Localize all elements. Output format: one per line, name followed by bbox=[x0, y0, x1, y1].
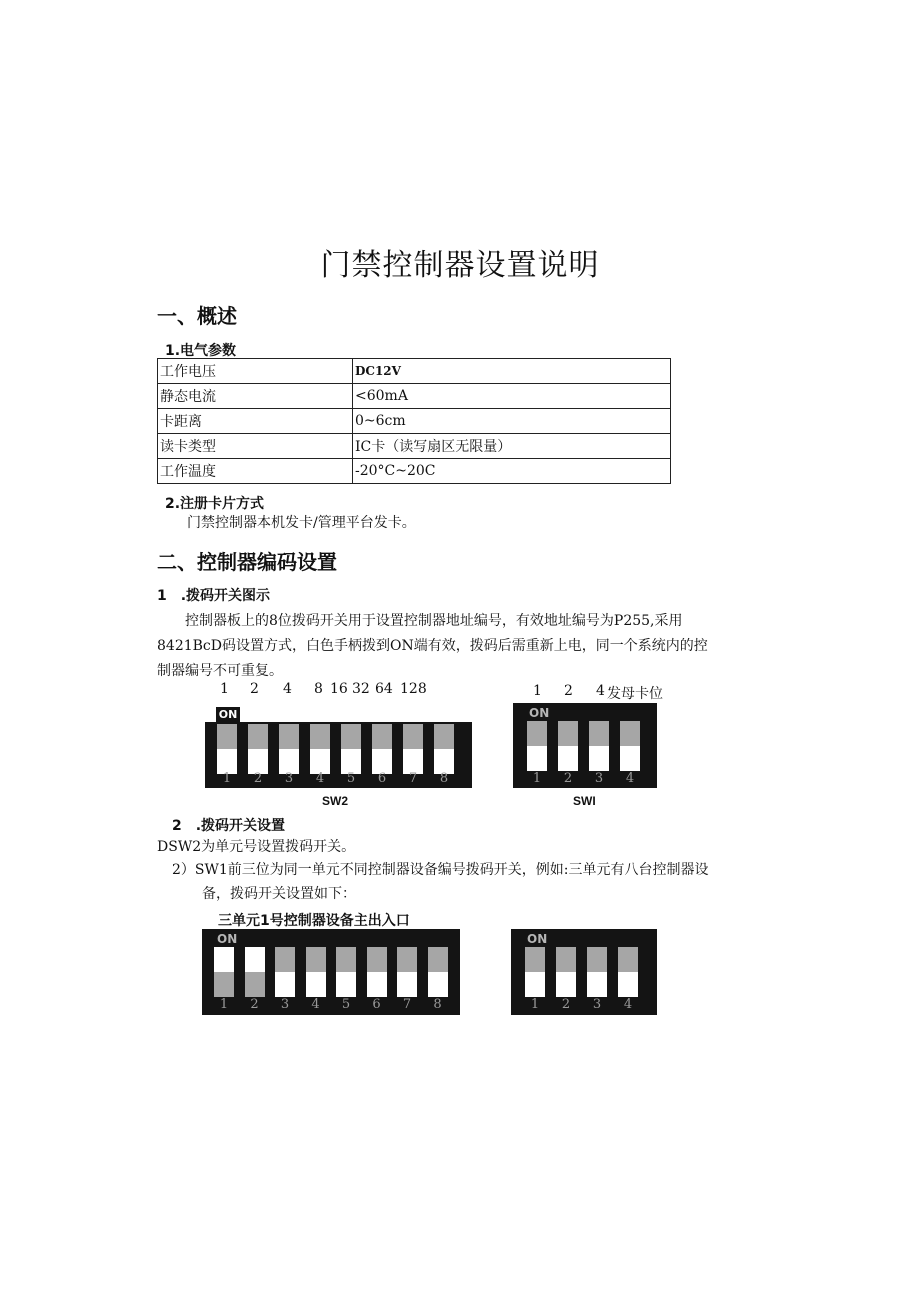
dip-toggle bbox=[341, 724, 361, 774]
dip-diagram-heading: 1 .拨码开关图示 bbox=[157, 588, 271, 604]
dip-toggle-upper bbox=[367, 947, 387, 972]
table-row: 工作电压 DC12V bbox=[158, 359, 671, 384]
dip-toggle-lower bbox=[587, 972, 607, 997]
sw2-weight: 128 bbox=[400, 681, 427, 697]
sw2-weight: 1 bbox=[220, 681, 229, 697]
dip-number: 7 bbox=[402, 997, 412, 1012]
dip-toggle bbox=[620, 721, 640, 771]
dip-toggle bbox=[306, 947, 326, 997]
dip-toggle-upper bbox=[558, 721, 578, 746]
dip-toggle-lower bbox=[525, 972, 545, 997]
dip-toggle-upper bbox=[275, 947, 295, 972]
sw1-caption: SWI bbox=[573, 794, 596, 808]
dip-toggle-upper bbox=[428, 947, 448, 972]
dip-toggle-lower bbox=[336, 972, 356, 997]
dip-number: 2 bbox=[561, 997, 571, 1012]
table-row: 读卡类型 IC卡（读写扇区无限量） bbox=[158, 434, 671, 459]
sw2-weight: 2 bbox=[250, 681, 259, 697]
document-title: 门禁控制器设置说明 bbox=[320, 248, 600, 283]
dip-number: 5 bbox=[346, 771, 356, 786]
sw1-weight: 2 bbox=[564, 683, 573, 699]
on-label: ON bbox=[527, 932, 548, 946]
sw2-weight: 16 bbox=[330, 681, 348, 697]
on-label: ON bbox=[529, 706, 550, 720]
dsw2-description: DSW2为单元号设置拨码开关。 bbox=[157, 839, 356, 855]
dip-toggle bbox=[310, 724, 330, 774]
dip-number: 1 bbox=[222, 771, 232, 786]
electrical-params-table bbox=[157, 358, 671, 484]
dip-toggle-lower bbox=[397, 972, 417, 997]
dip-toggle-upper bbox=[525, 947, 545, 972]
sw1-dip-switch bbox=[513, 703, 657, 788]
dip-toggle-upper bbox=[403, 724, 423, 749]
dip-toggle bbox=[589, 721, 609, 771]
dip-number: 2 bbox=[250, 997, 259, 1012]
dip-toggle bbox=[527, 721, 547, 771]
dip-toggle-upper bbox=[434, 724, 454, 749]
dip-toggle-upper bbox=[397, 947, 417, 972]
dip-toggle-upper bbox=[245, 947, 265, 972]
dip-toggle bbox=[279, 724, 299, 774]
dip-toggle bbox=[434, 724, 454, 774]
dip-toggle-lower bbox=[556, 972, 576, 997]
sw1-extra-label: 发母卡位 bbox=[607, 686, 663, 702]
dip-toggle-lower bbox=[620, 746, 640, 771]
dip-number: 3 bbox=[594, 771, 604, 786]
sw1-weight: 4 bbox=[596, 683, 605, 699]
dip-number: 1 bbox=[530, 997, 540, 1012]
dip-toggle bbox=[367, 947, 387, 997]
dip-toggle-upper bbox=[310, 724, 330, 749]
dip-toggle-lower bbox=[618, 972, 638, 997]
dip-toggle-upper bbox=[620, 721, 640, 746]
dip-number: 5 bbox=[341, 997, 351, 1012]
sw2-dip-switch bbox=[205, 722, 472, 788]
dip-toggle-lower bbox=[306, 972, 326, 997]
dip-toggle bbox=[587, 947, 607, 997]
on-label: ON bbox=[217, 932, 238, 946]
dip-number: 7 bbox=[408, 771, 418, 786]
dip-toggle-lower bbox=[214, 972, 234, 997]
dip-toggle-lower bbox=[589, 746, 609, 771]
sw1-description: 2）SW1前三位为同一单元不同控制器设备编号拨码开关，例如:三单元有八台控制器设 bbox=[172, 862, 709, 878]
dip-toggle bbox=[245, 947, 265, 997]
sw1-description-cont: 备，拨码开关设置如下： bbox=[202, 886, 356, 902]
dip-toggle bbox=[556, 947, 576, 997]
example-sw2-dip-switch bbox=[202, 929, 460, 1015]
dip-number: 6 bbox=[377, 771, 387, 786]
dip-toggle-upper bbox=[214, 947, 234, 972]
dip-toggle-upper bbox=[336, 947, 356, 972]
example-sw1-dip-switch bbox=[511, 929, 657, 1015]
dip-number: 4 bbox=[315, 771, 325, 786]
table-row: 工作温度 -20°C~20C bbox=[158, 459, 671, 484]
dip-toggle-lower bbox=[367, 972, 387, 997]
dip-toggle bbox=[525, 947, 545, 997]
dip-toggle bbox=[372, 724, 392, 774]
paragraph-line: 制器编号不可重复。 bbox=[157, 663, 283, 679]
section1-heading: 一、概述 bbox=[157, 304, 237, 328]
dip-setting-heading: 2 .拨码开关设置 bbox=[172, 818, 286, 834]
dip-toggle bbox=[214, 947, 234, 997]
dip-toggle-lower bbox=[275, 972, 295, 997]
dip-number: 3 bbox=[592, 997, 602, 1012]
dip-toggle bbox=[217, 724, 237, 774]
table-row: 静态电流 <60mA bbox=[158, 384, 671, 409]
electrical-params-heading: 1.电气参数 bbox=[165, 343, 237, 359]
card-registration-heading: 2.注册卡片方式 bbox=[165, 496, 265, 512]
dip-toggle bbox=[558, 721, 578, 771]
sw2-caption: SW2 bbox=[322, 794, 349, 808]
sw2-weight: 4 bbox=[283, 681, 292, 697]
sw2-weight: 64 bbox=[375, 681, 393, 697]
dip-toggle-upper bbox=[248, 724, 268, 749]
dip-number: 8 bbox=[439, 771, 449, 786]
dip-number: 1 bbox=[219, 997, 229, 1012]
dip-toggle-lower bbox=[527, 746, 547, 771]
dip-toggle-upper bbox=[527, 721, 547, 746]
dip-number: 4 bbox=[311, 997, 320, 1012]
paragraph-line: 控制器板上的8位拨码开关用于设置控制器地址编号，有效地址编号为P255,采用 bbox=[185, 613, 683, 629]
dip-number: 6 bbox=[372, 997, 381, 1012]
dip-toggle-lower bbox=[245, 972, 265, 997]
section2-heading: 二、控制器编码设置 bbox=[157, 550, 337, 574]
dip-number: 3 bbox=[280, 997, 290, 1012]
table-row: 卡距离 0~6cm bbox=[158, 409, 671, 434]
dip-toggle bbox=[336, 947, 356, 997]
dip-number: 2 bbox=[563, 771, 573, 786]
dip-toggle-upper bbox=[279, 724, 299, 749]
dip-number: 4 bbox=[625, 771, 635, 786]
dip-number: 3 bbox=[284, 771, 294, 786]
on-label: ON bbox=[216, 707, 240, 723]
dip-toggle-upper bbox=[217, 724, 237, 749]
sw1-weight: 1 bbox=[533, 683, 542, 699]
dip-number: 2 bbox=[253, 771, 263, 786]
dip-toggle-upper bbox=[306, 947, 326, 972]
dip-toggle-lower bbox=[558, 746, 578, 771]
dip-toggle-upper bbox=[341, 724, 361, 749]
dip-toggle bbox=[618, 947, 638, 997]
example-title: 三单元1号控制器设备主出入口 bbox=[218, 913, 410, 929]
dip-toggle-upper bbox=[556, 947, 576, 972]
dip-toggle-upper bbox=[618, 947, 638, 972]
paragraph-line: 8421BcD码设置方式，白色手柄拨到ON端有效，拨码后需重新上电，同一个系统内的控 bbox=[157, 638, 708, 654]
dip-toggle-upper bbox=[589, 721, 609, 746]
sw2-weight: 32 bbox=[352, 681, 370, 697]
dip-toggle-upper bbox=[372, 724, 392, 749]
dip-toggle bbox=[403, 724, 423, 774]
dip-toggle bbox=[428, 947, 448, 997]
dip-number: 1 bbox=[532, 771, 542, 786]
dip-toggle-lower bbox=[428, 972, 448, 997]
sw2-weight: 8 bbox=[314, 681, 323, 697]
dip-toggle bbox=[248, 724, 268, 774]
dip-number: 4 bbox=[623, 997, 633, 1012]
dip-toggle-upper bbox=[587, 947, 607, 972]
dip-toggle bbox=[275, 947, 295, 997]
card-registration-text: 门禁控制器本机发卡/管理平台发卡。 bbox=[187, 515, 416, 531]
dip-number: 8 bbox=[433, 997, 442, 1012]
dip-toggle bbox=[397, 947, 417, 997]
